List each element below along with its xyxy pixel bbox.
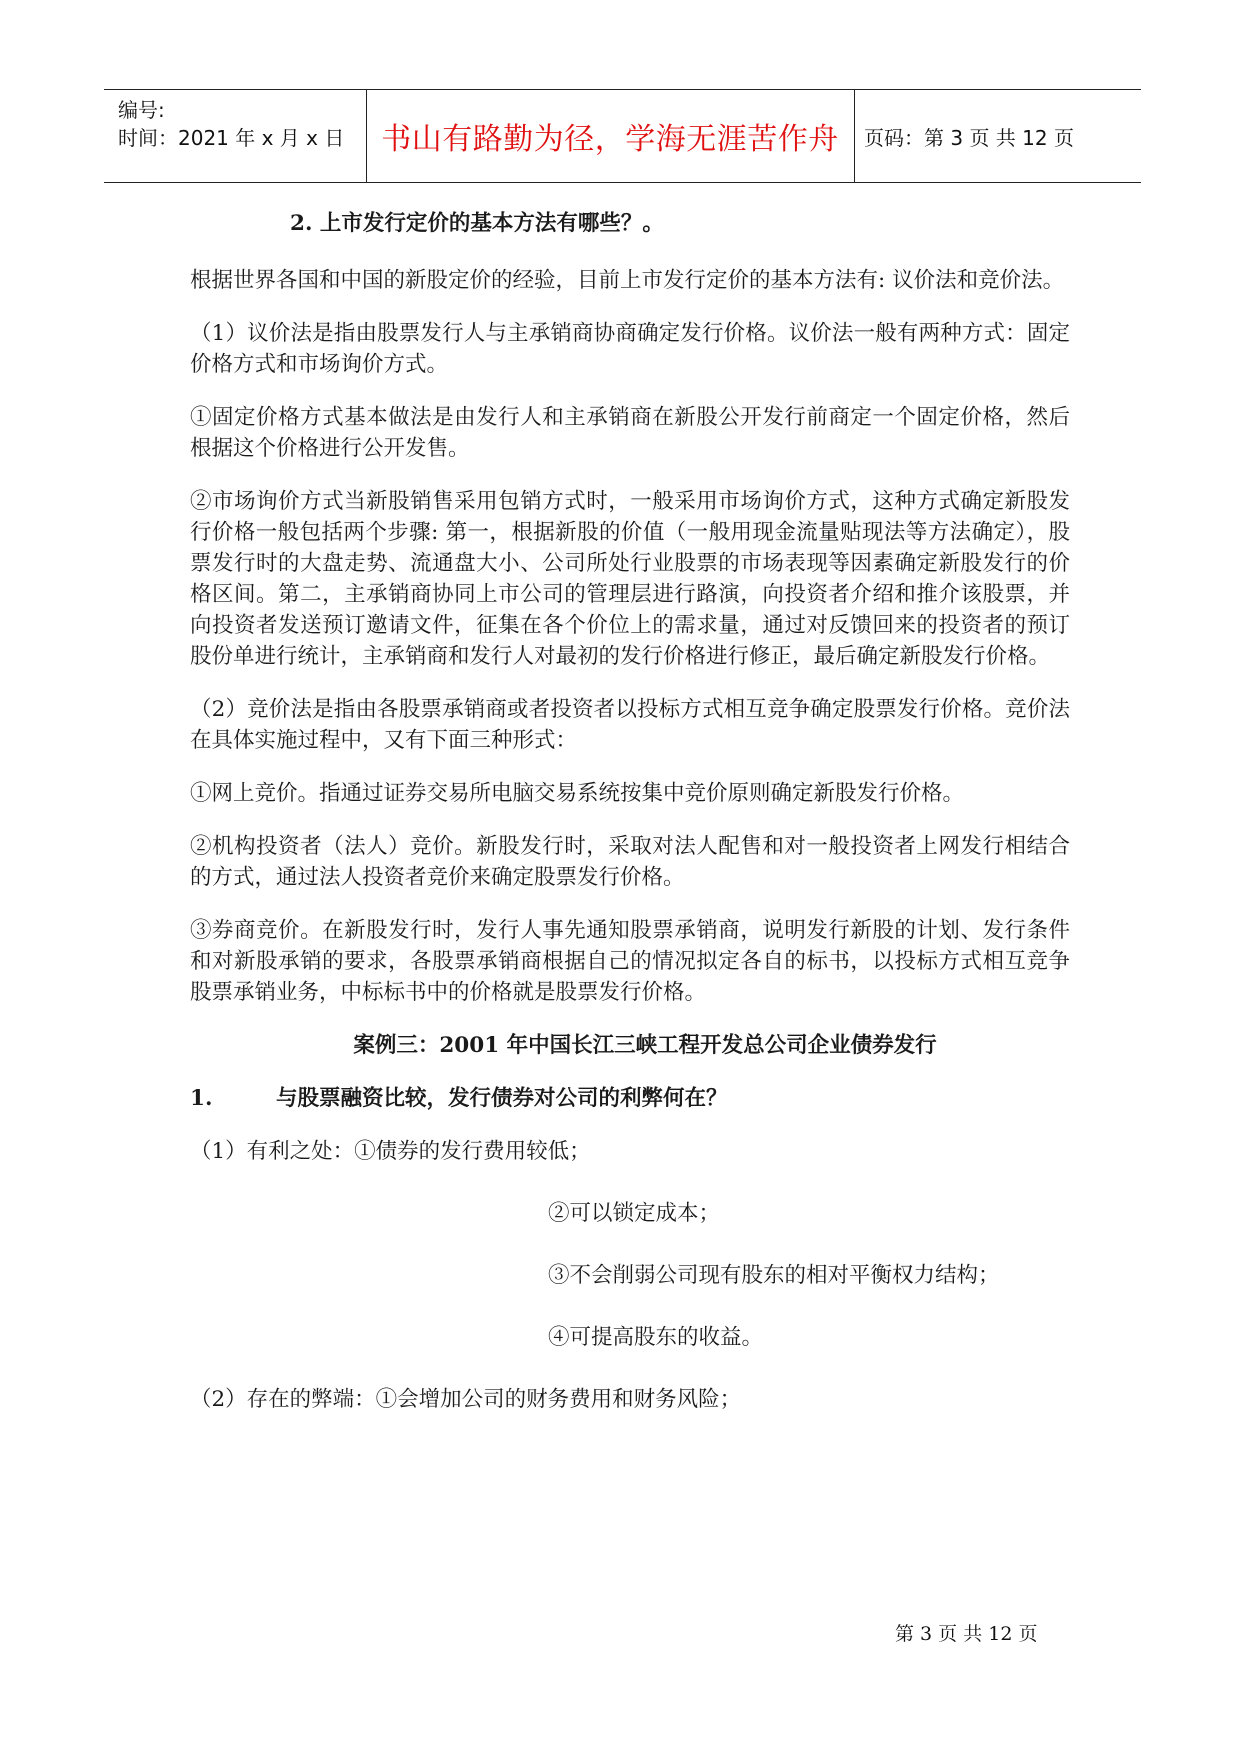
advantage-item: ②可以锁定成本； [548, 1201, 721, 1226]
paragraph-bidding-method: （2）竞价法是指由各股票承销商或者投资者以投标方式相互竞争确定股票发行价格。竞价法在具体实施过程中，又有下面三种形式： [190, 697, 1070, 753]
advantage-item: ③不会削弱公司现有股东的相对平衡权力结构； [548, 1263, 1000, 1288]
number-label: 编号: [118, 98, 165, 122]
paragraph-market-inquiry: ②市场询价方式当新股销售采用包销方式时，一般采用市场询价方式，这种方式确定新股发行价格一般包括两个步骤: 第一，根据新股的价值（一般用现金流量贴现法等方法确定），股票发行时的大盘走势、流通盘大小、公司所处行业股票的市场表现等因素确定新股发行的价格区间。第二，主承销商协同上市公司的管理层进行路演，向投资者介绍和推介该股票，并向投资者发送预订邀请文件，征集在各个价位上的需求量，通过对反馈回来的投资者的预订股份单进行统计，主承销商和发行人对最初的发行价格进行修正，最后确定新股发行价格。 [190, 489, 1070, 669]
header-page-info: 页码：第 3 页 共 12 页 [864, 125, 1074, 150]
header-divider [854, 90, 855, 182]
paragraph-negotiation-method: （1）议价法是指由股票发行人与主承销商协商确定发行价格。议价法一般有两种方式：固定价格方式和市场询价方式。 [190, 321, 1070, 377]
case-heading: 案例三：2001 年中国长江三峡工程开发总公司企业债券发行 [353, 1033, 937, 1058]
page-footer: 第 3 页 共 12 页 [895, 1623, 1038, 1645]
paragraph-intro: 根据世界各国和中国的新股定价的经验，目前上市发行定价的基本方法有: 议价法和竞价法。 [190, 268, 1065, 293]
paragraph-broker-bidding: ③券商竞价。在新股发行时，发行人事先通知股票承销商，说明发行新股的计划、发行条件和对新股承销的要求，各股票承销商根据自己的情况拟定各自的标书，以投标方式相互竞争股票承销业务，中标标书中的价格就是股票发行价格。 [190, 918, 1070, 1005]
paragraph-fixed-price: ①固定价格方式基本做法是由发行人和主承销商在新股公开发行前商定一个固定价格，然后根据这个价格进行公开发售。 [190, 405, 1070, 461]
paragraph-institutional-bidding: ②机构投资者（法人）竞价。新股发行时，采取对法人配售和对一般投资者上网发行相结合的方式，通过法人投资者竞价来确定股票发行价格。 [190, 834, 1070, 890]
header-meta [118, 96, 344, 152]
question-1-number: 1. [190, 1086, 213, 1111]
question-heading: 2. 上市发行定价的基本方法有哪些？。 [290, 211, 664, 236]
disadvantages-line: （2）存在的弊端：①会增加公司的财务费用和财务风险； [190, 1387, 742, 1412]
paragraph-online-bidding: ①网上竞价。指通过证券交易所电脑交易系统按集中竞价原则确定新股发行价格。 [190, 781, 965, 806]
header-motto: 书山有路勤为径，学海无涯苦作舟 [381, 122, 839, 157]
question-1-heading [190, 1083, 1070, 1114]
advantage-item: ④可提高股东的收益。 [548, 1325, 764, 1350]
time-label: 时间：2021 年 x 月 x 日 [118, 126, 345, 150]
question-1-text: 与股票融资比较，发行债券对公司的利弊何在？ [276, 1086, 728, 1111]
page-header [104, 89, 1141, 183]
document-body [190, 208, 1070, 1437]
advantages-line: （1）有利之处：①债券的发行费用较低； [190, 1139, 591, 1164]
